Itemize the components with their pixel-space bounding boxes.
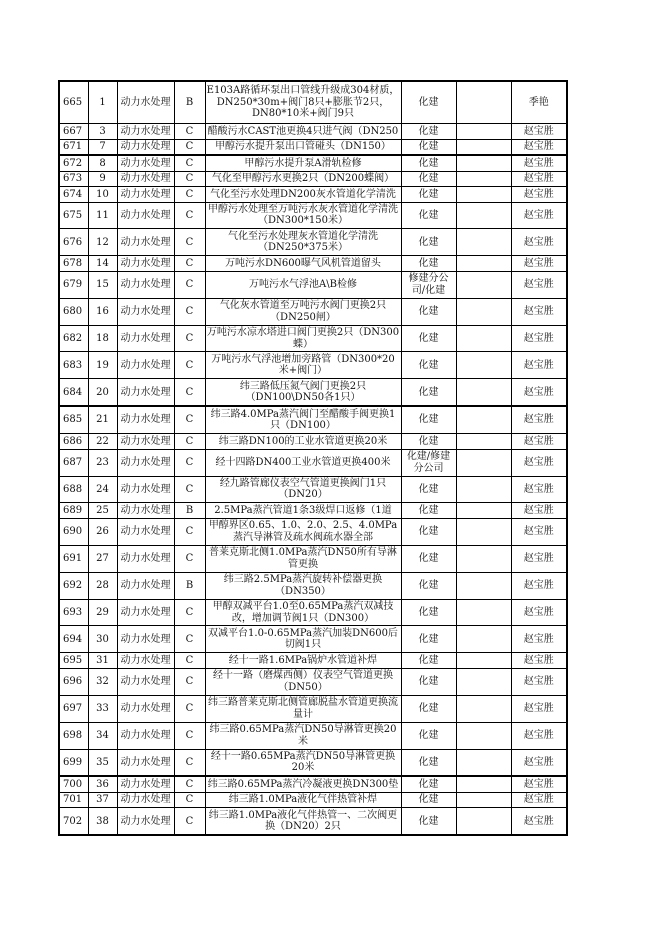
department[interactable]: 动力水处理 [117,256,174,272]
responsible-person[interactable]: 赵宝胜 [511,653,567,669]
work-description[interactable]: 甲醇双减平台1.0至0.65MPa蒸汽双减技改，增加调节阀1只（DN300） [205,599,401,626]
grade[interactable]: C [174,352,205,379]
grade[interactable]: C [174,449,205,476]
department[interactable]: 动力水处理 [117,187,174,203]
grade[interactable]: C [174,626,205,653]
grade[interactable]: C [174,202,205,229]
seq-number[interactable]: 25 [88,503,117,519]
work-description[interactable]: 万吨污水DN600曝气风机管道留头 [205,256,401,272]
grade[interactable]: C [174,808,205,835]
table-row [59,626,567,653]
blank-cell[interactable] [456,202,511,229]
work-description[interactable]: 甲醇污水处理至万吨污水灰水管道化学清洗（DN300*150米） [205,202,401,229]
grade[interactable]: C [174,155,205,171]
grade[interactable]: C [174,792,205,808]
responsible-person[interactable]: 赵宝胜 [511,155,567,171]
work-description[interactable]: 甲醇污水提升泵A滑轨检修 [205,155,401,171]
row-number[interactable]: 698 [59,722,88,749]
work-description[interactable]: 经十一路1.6MPa锅炉水管道补焊 [205,653,401,669]
table-row [59,171,567,187]
row-number[interactable]: 665 [59,81,88,124]
contractor[interactable]: 化建 [401,503,456,519]
row-number[interactable]: 692 [59,572,88,599]
row-number[interactable]: 675 [59,202,88,229]
contractor[interactable]: 化建 [401,776,456,792]
responsible-person[interactable]: 赵宝胜 [511,352,567,379]
seq-number[interactable]: 22 [88,434,117,450]
responsible-person[interactable]: 赵宝胜 [511,139,567,155]
work-description[interactable]: 纬三路低压氮气阀门更换2只（DN100\DN50各1只） [205,379,401,406]
blank-cell[interactable] [456,722,511,749]
department[interactable]: 动力水处理 [117,722,174,749]
work-description[interactable]: 双减平台1.0-0.65MPa蒸汽加装DN600后切阀1只 [205,626,401,653]
row-number[interactable]: 680 [59,298,88,325]
department[interactable]: 动力水处理 [117,518,174,545]
seq-number[interactable]: 18 [88,325,117,352]
department[interactable]: 动力水处理 [117,325,174,352]
grade[interactable]: C [174,668,205,695]
blank-cell[interactable] [456,271,511,298]
department[interactable]: 动力水处理 [117,124,174,140]
work-description[interactable]: 纬三路2.5MPa蒸汽旋转补偿器更换（DN350） [205,572,401,599]
work-description[interactable]: 纬三路1.0MPa液化气伴热管一、二次阀更换（DN20）2只 [205,808,401,835]
table-row [59,124,567,140]
seq-number[interactable]: 37 [88,792,117,808]
row-number[interactable]: 696 [59,668,88,695]
department[interactable]: 动力水处理 [117,792,174,808]
contractor[interactable]: 化建 [401,406,456,433]
table-row [59,653,567,669]
work-description[interactable]: 纬三路DN100的工业水管道更换20米 [205,434,401,450]
table-row [59,518,567,545]
table-row [59,545,567,572]
department[interactable]: 动力水处理 [117,406,174,433]
responsible-person[interactable]: 赵宝胜 [511,695,567,722]
department[interactable]: 动力水处理 [117,449,174,476]
seq-number[interactable]: 28 [88,572,117,599]
seq-number[interactable]: 16 [88,298,117,325]
row-number[interactable]: 695 [59,653,88,669]
table-row [59,722,567,749]
blank-cell[interactable] [456,379,511,406]
responsible-person[interactable]: 赵宝胜 [511,187,567,203]
department[interactable]: 动力水处理 [117,545,174,572]
responsible-person[interactable]: 赵宝胜 [511,599,567,626]
row-number[interactable]: 697 [59,695,88,722]
row-number[interactable]: 691 [59,545,88,572]
seq-number[interactable]: 38 [88,808,117,835]
contractor[interactable]: 化建 [401,545,456,572]
seq-number[interactable]: 10 [88,187,117,203]
seq-number[interactable]: 24 [88,476,117,503]
contractor[interactable]: 化建 [401,599,456,626]
blank-cell[interactable] [456,792,511,808]
grade[interactable]: C [174,695,205,722]
blank-cell[interactable] [456,626,511,653]
responsible-person[interactable]: 赵宝胜 [511,545,567,572]
grade[interactable]: B [174,503,205,519]
department[interactable]: 动力水处理 [117,202,174,229]
grade[interactable]: B [174,572,205,599]
table-row [59,202,567,229]
row-number[interactable]: 673 [59,171,88,187]
work-description[interactable]: 甲醇污水提升泵出口管碰头（DN150） [205,139,401,155]
seq-number[interactable]: 8 [88,155,117,171]
table-row [59,695,567,722]
seq-number[interactable]: 36 [88,776,117,792]
row-number[interactable]: 682 [59,325,88,352]
seq-number[interactable]: 14 [88,256,117,272]
seq-number[interactable]: 1 [88,81,117,124]
seq-number[interactable]: 33 [88,695,117,722]
grade[interactable]: C [174,518,205,545]
table-row [59,256,567,272]
table-row [59,476,567,503]
contractor[interactable]: 化建 [401,722,456,749]
contractor[interactable]: 化建 [401,792,456,808]
department[interactable]: 动力水处理 [117,503,174,519]
grade[interactable]: B [174,81,205,124]
department[interactable]: 动力水处理 [117,379,174,406]
department[interactable]: 动力水处理 [117,81,174,124]
responsible-person[interactable]: 赵宝胜 [511,202,567,229]
responsible-person[interactable]: 赵宝胜 [511,325,567,352]
department[interactable]: 动力水处理 [117,776,174,792]
work-description[interactable]: 气化灰水管道至万吨污水阀门更换2只（DN250闸） [205,298,401,325]
seq-number[interactable]: 3 [88,124,117,140]
responsible-person[interactable]: 赵宝胜 [511,792,567,808]
work-description[interactable]: 万吨污水气浮池A\B检修 [205,271,401,298]
seq-number[interactable]: 23 [88,449,117,476]
contractor[interactable]: 化建 [401,626,456,653]
contractor[interactable]: 化建 [401,808,456,835]
table-row [59,298,567,325]
grade[interactable]: C [174,187,205,203]
blank-cell[interactable] [456,256,511,272]
seq-number[interactable]: 15 [88,271,117,298]
grade[interactable]: C [174,749,205,776]
grade[interactable]: C [174,325,205,352]
work-description[interactable]: 气化至甲醇污水更换2只（DN200蝶阀） [205,171,401,187]
table-row [59,325,567,352]
work-description[interactable]: 经九路管廊仪表空气管道更换阀门1只（DN20） [205,476,401,503]
table-row [59,808,567,835]
responsible-person[interactable]: 赵宝胜 [511,503,567,519]
row-number[interactable]: 702 [59,808,88,835]
blank-cell[interactable] [456,476,511,503]
seq-number[interactable]: 31 [88,653,117,669]
responsible-person[interactable]: 赵宝胜 [511,229,567,256]
contractor[interactable]: 化建 [401,476,456,503]
seq-number[interactable]: 35 [88,749,117,776]
contractor[interactable]: 化建 [401,572,456,599]
grade[interactable]: C [174,653,205,669]
table-row [59,572,567,599]
contractor[interactable]: 化建 [401,187,456,203]
row-number[interactable]: 693 [59,599,88,626]
seq-number[interactable]: 9 [88,171,117,187]
contractor[interactable]: 化建 [401,749,456,776]
contractor[interactable]: 化建 [401,695,456,722]
row-number[interactable]: 701 [59,792,88,808]
row-number[interactable]: 678 [59,256,88,272]
work-description[interactable]: 万吨污水凉水塔进口阀门更换2只（DN300蝶） [205,325,401,352]
work-description[interactable]: 纬三路0.65MPa蒸汽DN50导淋管更换20米 [205,722,401,749]
row-number[interactable]: 700 [59,776,88,792]
blank-cell[interactable] [456,352,511,379]
responsible-person[interactable]: 赵宝胜 [511,271,567,298]
seq-number[interactable]: 7 [88,139,117,155]
work-description[interactable]: 甲醇界区0.65、1.0、2.0、2.5、4.0MPa蒸汽导淋管及疏水阀疏水器全部 [205,518,401,545]
work-description[interactable]: 气化至污水处理灰水管道化学清洗（DN250*375米） [205,229,401,256]
grade[interactable]: C [174,599,205,626]
work-description[interactable]: 2.5MPa蒸汽管道1条3级焊口返修（1道 [205,503,401,519]
department[interactable]: 动力水处理 [117,808,174,835]
table-row [59,187,567,203]
table-row [59,155,567,171]
table-row [59,81,567,124]
contractor[interactable]: 化建 [401,202,456,229]
responsible-person[interactable]: 赵宝胜 [511,406,567,433]
seq-number[interactable]: 19 [88,352,117,379]
blank-cell[interactable] [456,229,511,256]
work-description[interactable]: E103A路循环泵出口管线升级成304材质，DN250*30m+阀门8只+膨胀节2只，DN80*10米+阀门9只 [205,81,401,124]
department[interactable]: 动力水处理 [117,352,174,379]
contractor[interactable]: 化建 [401,256,456,272]
responsible-person[interactable]: 赵宝胜 [511,124,567,140]
grade[interactable]: C [174,476,205,503]
contractor[interactable]: 化建 [401,81,456,124]
responsible-person[interactable]: 赵宝胜 [511,572,567,599]
table-row [59,271,567,298]
table-row [59,749,567,776]
blank-cell[interactable] [456,434,511,450]
responsible-person[interactable]: 赵宝胜 [511,518,567,545]
table-row [59,379,567,406]
grade[interactable]: C [174,434,205,450]
blank-cell[interactable] [456,503,511,519]
seq-number[interactable]: 32 [88,668,117,695]
blank-cell[interactable] [456,81,511,124]
contractor[interactable]: 化建 [401,325,456,352]
work-description[interactable]: 纬三路普莱克斯北侧管廊脱盐水管道更换流量计 [205,695,401,722]
table-row [59,668,567,695]
contractor[interactable]: 化建 [401,229,456,256]
grade[interactable]: C [174,722,205,749]
grade[interactable]: C [174,379,205,406]
responsible-person[interactable]: 季艳 [511,81,567,124]
department[interactable]: 动力水处理 [117,434,174,450]
contractor[interactable]: 化建 [401,668,456,695]
department[interactable]: 动力水处理 [117,298,174,325]
department[interactable]: 动力水处理 [117,171,174,187]
responsible-person[interactable]: 赵宝胜 [511,171,567,187]
grade[interactable]: C [174,171,205,187]
contractor[interactable]: 化建 [401,155,456,171]
seq-number[interactable]: 34 [88,722,117,749]
row-number[interactable]: 683 [59,352,88,379]
blank-cell[interactable] [456,171,511,187]
contractor[interactable]: 化建 [401,298,456,325]
row-number[interactable]: 687 [59,449,88,476]
work-description[interactable]: 经十一路（磨煤西侧）仪表空气管道更换（DN50） [205,668,401,695]
seq-number[interactable]: 30 [88,626,117,653]
seq-number[interactable]: 20 [88,379,117,406]
department[interactable]: 动力水处理 [117,626,174,653]
department[interactable]: 动力水处理 [117,653,174,669]
seq-number[interactable]: 11 [88,202,117,229]
responsible-person[interactable]: 赵宝胜 [511,668,567,695]
contractor[interactable]: 修建分公司/化建 [401,271,456,298]
department[interactable]: 动力水处理 [117,476,174,503]
row-number[interactable]: 679 [59,271,88,298]
row-number[interactable]: 686 [59,434,88,450]
table-row [59,503,567,519]
contractor[interactable]: 化建 [401,139,456,155]
blank-cell[interactable] [456,572,511,599]
contractor[interactable]: 化建 [401,518,456,545]
contractor[interactable]: 化建 [401,653,456,669]
blank-cell[interactable] [456,124,511,140]
department[interactable]: 动力水处理 [117,271,174,298]
row-number[interactable]: 688 [59,476,88,503]
seq-number[interactable]: 27 [88,545,117,572]
department[interactable]: 动力水处理 [117,572,174,599]
row-number[interactable]: 672 [59,155,88,171]
work-description[interactable]: 纬三路4.0MPa蒸汽阀门至醋酸手阀更换1只（DN100） [205,406,401,433]
blank-cell[interactable] [456,653,511,669]
row-number[interactable]: 684 [59,379,88,406]
blank-cell[interactable] [456,695,511,722]
table-row [59,406,567,433]
work-description[interactable]: 经十一路0.65MPa蒸汽DN50导淋管更换20米 [205,749,401,776]
grade[interactable]: C [174,256,205,272]
table-row [59,792,567,808]
responsible-person[interactable]: 赵宝胜 [511,298,567,325]
blank-cell[interactable] [456,776,511,792]
contractor[interactable]: 化建/修建分公司 [401,449,456,476]
responsible-person[interactable]: 赵宝胜 [511,722,567,749]
blank-cell[interactable] [456,449,511,476]
contractor[interactable]: 化建 [401,379,456,406]
department[interactable]: 动力水处理 [117,155,174,171]
blank-cell[interactable] [456,599,511,626]
department[interactable]: 动力水处理 [117,668,174,695]
seq-number[interactable]: 29 [88,599,117,626]
table-row [59,139,567,155]
work-description[interactable]: 气化至污水处理DN200灰水管道化学清洗 [205,187,401,203]
seq-number[interactable]: 21 [88,406,117,433]
grade[interactable]: C [174,139,205,155]
blank-cell[interactable] [456,139,511,155]
table-row [59,776,567,792]
department[interactable]: 动力水处理 [117,139,174,155]
blank-cell[interactable] [456,187,511,203]
grade[interactable]: C [174,124,205,140]
row-number[interactable]: 690 [59,518,88,545]
work-description[interactable]: 纬三路1.0MPa液化气伴热管补焊 [205,792,401,808]
department[interactable]: 动力水处理 [117,749,174,776]
blank-cell[interactable] [456,545,511,572]
contractor[interactable]: 化建 [401,124,456,140]
seq-number[interactable]: 26 [88,518,117,545]
work-description[interactable]: 经十四路DN400工业水管道更换400米 [205,449,401,476]
row-number[interactable]: 667 [59,124,88,140]
work-description[interactable]: 醋酸污水CAST池更换4只进气阀（DN250 [205,124,401,140]
blank-cell[interactable] [456,406,511,433]
table-row [59,352,567,379]
responsible-person[interactable]: 赵宝胜 [511,749,567,776]
row-number[interactable]: 671 [59,139,88,155]
grade[interactable]: C [174,406,205,433]
contractor[interactable]: 化建 [401,352,456,379]
row-number[interactable]: 676 [59,229,88,256]
table-row [59,449,567,476]
responsible-person[interactable]: 赵宝胜 [511,776,567,792]
row-number[interactable]: 699 [59,749,88,776]
responsible-person[interactable]: 赵宝胜 [511,476,567,503]
blank-cell[interactable] [456,298,511,325]
contractor[interactable]: 化建 [401,434,456,450]
table-row [59,434,567,450]
row-number[interactable]: 689 [59,503,88,519]
work-description[interactable]: 万吨污水气浮池增加旁路管（DN300*20米+阀门） [205,352,401,379]
responsible-person[interactable]: 赵宝胜 [511,449,567,476]
grade[interactable]: C [174,229,205,256]
contractor[interactable]: 化建 [401,171,456,187]
responsible-person[interactable]: 赵宝胜 [511,379,567,406]
department[interactable]: 动力水处理 [117,695,174,722]
responsible-person[interactable]: 赵宝胜 [511,256,567,272]
row-number[interactable]: 685 [59,406,88,433]
maintenance-table [58,80,568,836]
blank-cell[interactable] [456,749,511,776]
responsible-person[interactable]: 赵宝胜 [511,626,567,653]
grade[interactable]: C [174,271,205,298]
row-number[interactable]: 694 [59,626,88,653]
blank-cell[interactable] [456,518,511,545]
blank-cell[interactable] [456,668,511,695]
blank-cell[interactable] [456,808,511,835]
work-description[interactable]: 纬三路0.65MPa蒸汽冷凝液更换DN300垫 [205,776,401,792]
table-row [59,229,567,256]
row-number[interactable]: 674 [59,187,88,203]
table-row [59,599,567,626]
work-description[interactable]: 普莱克斯北侧1.0MPa蒸汽DN50所有导淋管更换 [205,545,401,572]
seq-number[interactable]: 12 [88,229,117,256]
department[interactable]: 动力水处理 [117,599,174,626]
department[interactable]: 动力水处理 [117,229,174,256]
blank-cell[interactable] [456,325,511,352]
responsible-person[interactable]: 赵宝胜 [511,434,567,450]
grade[interactable]: C [174,776,205,792]
grade[interactable]: C [174,298,205,325]
grade[interactable]: C [174,545,205,572]
blank-cell[interactable] [456,155,511,171]
responsible-person[interactable]: 赵宝胜 [511,808,567,835]
